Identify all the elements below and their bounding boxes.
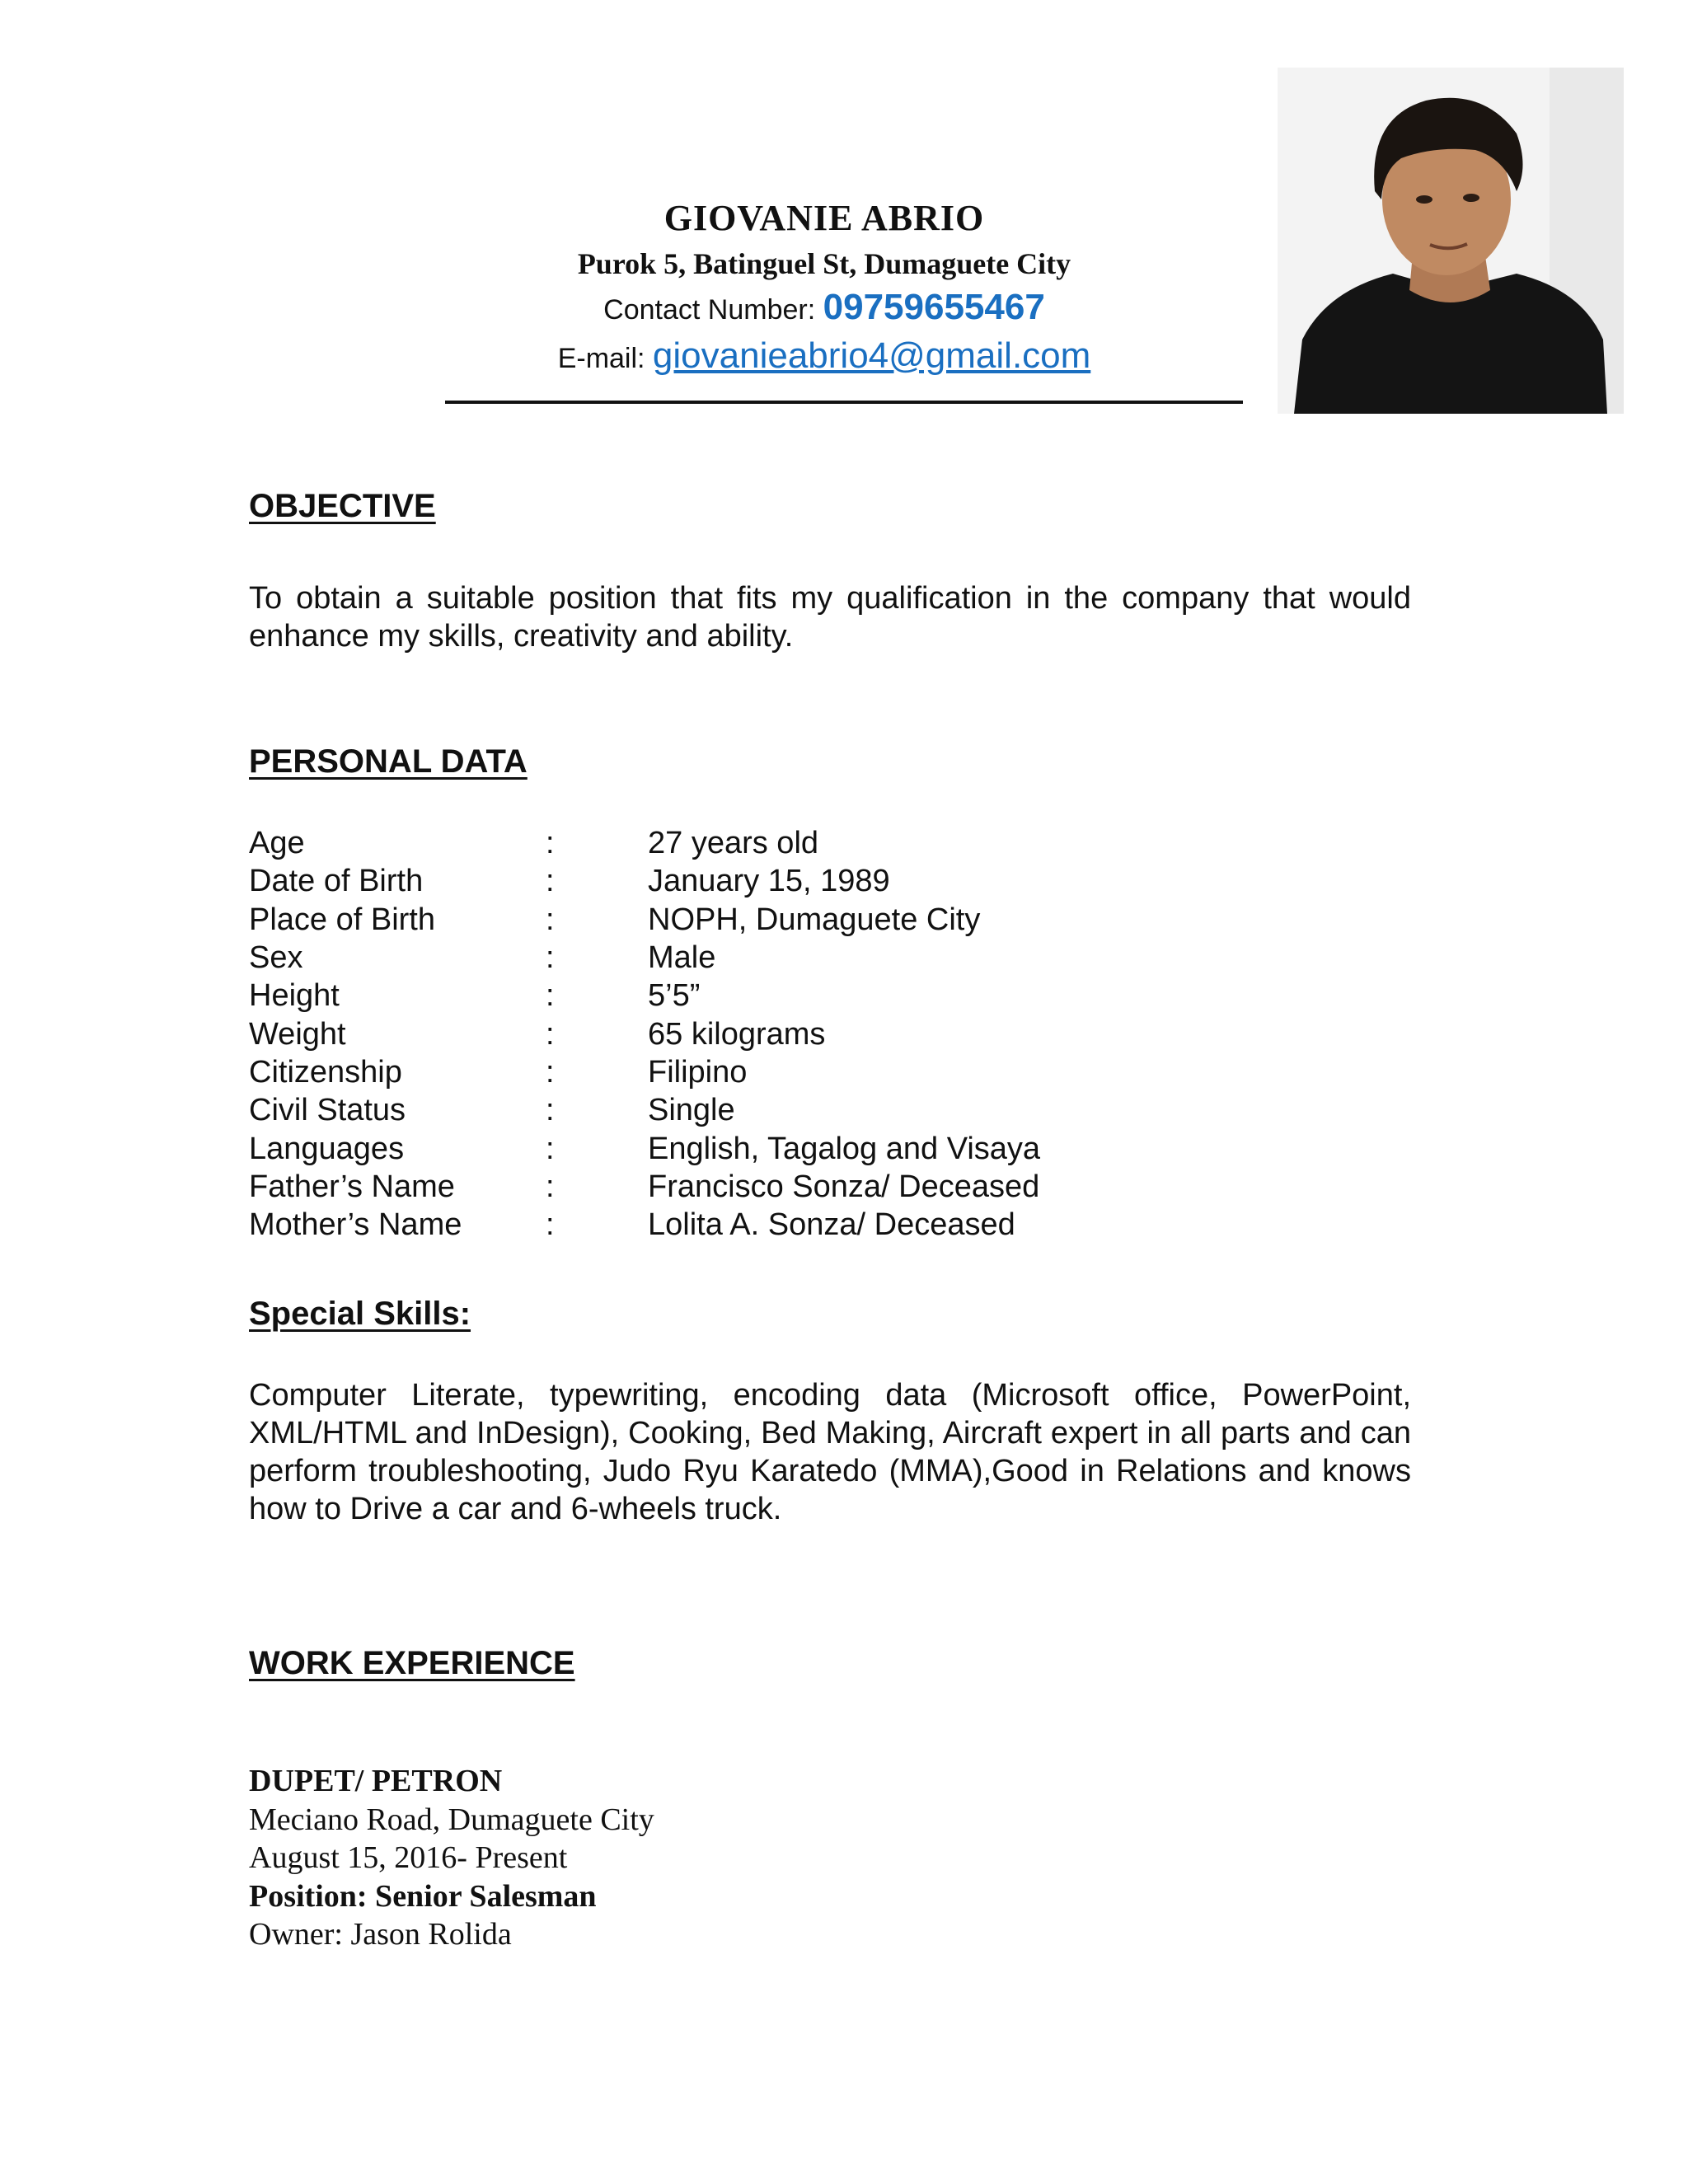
applicant-name: GIOVANIE ABRIO bbox=[663, 198, 985, 238]
work-experience-heading: WORK EXPERIENCE bbox=[249, 1645, 575, 1681]
personal-data-row bbox=[249, 1015, 1307, 1052]
resume-header bbox=[429, 194, 1220, 382]
personal-data-value: Male bbox=[648, 940, 716, 976]
personal-data-label: Height bbox=[249, 978, 340, 1014]
work-experience-entry bbox=[249, 1762, 654, 1954]
personal-data-label: Citizenship bbox=[249, 1054, 402, 1090]
personal-data-row bbox=[249, 1053, 1307, 1091]
personal-data-value: Lolita A. Sonza/ Deceased bbox=[648, 1207, 1015, 1243]
personal-data-colon: : bbox=[546, 978, 555, 1014]
personal-data-label: Civil Status bbox=[249, 1093, 406, 1128]
personal-data-colon: : bbox=[546, 1093, 555, 1128]
personal-data-label: Place of Birth bbox=[249, 902, 435, 937]
personal-data-value: Single bbox=[648, 1093, 735, 1128]
personal-data-value: Francisco Sonza/ Deceased bbox=[648, 1169, 1040, 1204]
header-divider bbox=[445, 401, 1243, 404]
personal-data-colon: : bbox=[546, 1207, 555, 1243]
personal-data-label: Date of Birth bbox=[249, 864, 424, 899]
personal-data-row bbox=[249, 862, 1307, 900]
work-location: Meciano Road, Dumaguete City bbox=[249, 1802, 654, 1837]
objective-heading: OBJECTIVE bbox=[249, 488, 436, 524]
personal-data-value: English, Tagalog and Visaya bbox=[648, 1131, 1041, 1166]
work-position: Position: Senior Salesman bbox=[249, 1878, 597, 1914]
work-dates: August 15, 2016- Present bbox=[249, 1840, 568, 1875]
special-skills-text: Computer Literate, typewriting, encoding data (Microsoft office, PowerPoint, XML/HTML and InDesign), Cooking, Bed Making, Aircraft expert in all parts and can perform troubleshooting, Judo Ryu Karatedo (MMA),Good in Relations and knows how to Drive a car and 6-wheels truck. bbox=[249, 1378, 1411, 1526]
email-link[interactable]: giovanieabrio4@gmail.com bbox=[652, 335, 1091, 376]
personal-data-label: Mother’s Name bbox=[249, 1207, 462, 1243]
profile-photo bbox=[1278, 68, 1624, 414]
special-skills-heading: Special Skills: bbox=[249, 1296, 471, 1332]
personal-data-colon: : bbox=[546, 940, 555, 976]
personal-data-value: 5’5” bbox=[648, 978, 701, 1014]
personal-data-colon: : bbox=[546, 1054, 555, 1090]
personal-data-colon: : bbox=[546, 902, 555, 937]
profile-photo-icon bbox=[1278, 68, 1624, 414]
personal-data-row bbox=[249, 901, 1307, 939]
personal-data-row bbox=[249, 1206, 1307, 1244]
contact-number-line bbox=[429, 284, 1220, 333]
personal-data-label: Weight bbox=[249, 1016, 346, 1052]
email-label: E-mail: bbox=[557, 343, 653, 374]
personal-data-colon: : bbox=[546, 1131, 555, 1166]
personal-data-row bbox=[249, 977, 1307, 1015]
applicant-address: Purok 5, Batinguel St, Dumaguete City bbox=[577, 247, 1071, 280]
personal-data-row bbox=[249, 824, 1307, 862]
personal-data-colon: : bbox=[546, 826, 555, 861]
email-line bbox=[429, 333, 1220, 382]
contact-number[interactable]: 09759655467 bbox=[823, 287, 1045, 327]
personal-data-value: 27 years old bbox=[648, 826, 819, 861]
contact-number-label: Contact Number: bbox=[603, 294, 823, 326]
personal-data-row bbox=[249, 1129, 1307, 1167]
personal-data-table bbox=[249, 824, 1307, 1244]
personal-data-row bbox=[249, 1091, 1307, 1129]
personal-data-heading: PERSONAL DATA bbox=[249, 743, 528, 780]
personal-data-value: January 15, 1989 bbox=[648, 864, 890, 899]
personal-data-label: Father’s Name bbox=[249, 1169, 455, 1204]
personal-data-value: NOPH, Dumaguete City bbox=[648, 902, 981, 937]
work-owner: Owner: Jason Rolida bbox=[249, 1917, 512, 1952]
work-company: DUPET/ PETRON bbox=[249, 1764, 503, 1798]
personal-data-colon: : bbox=[546, 864, 555, 899]
personal-data-row bbox=[249, 939, 1307, 977]
personal-data-label: Sex bbox=[249, 940, 303, 976]
personal-data-colon: : bbox=[546, 1169, 555, 1204]
personal-data-colon: : bbox=[546, 1016, 555, 1052]
personal-data-label: Age bbox=[249, 826, 305, 861]
personal-data-value: Filipino bbox=[648, 1054, 748, 1090]
personal-data-row bbox=[249, 1168, 1307, 1206]
personal-data-label: Languages bbox=[249, 1131, 405, 1166]
objective-text: To obtain a suitable position that fits my qualification in the company that would enhance my skills, creativity and ability. bbox=[249, 581, 1411, 654]
personal-data-value: 65 kilograms bbox=[648, 1016, 826, 1052]
